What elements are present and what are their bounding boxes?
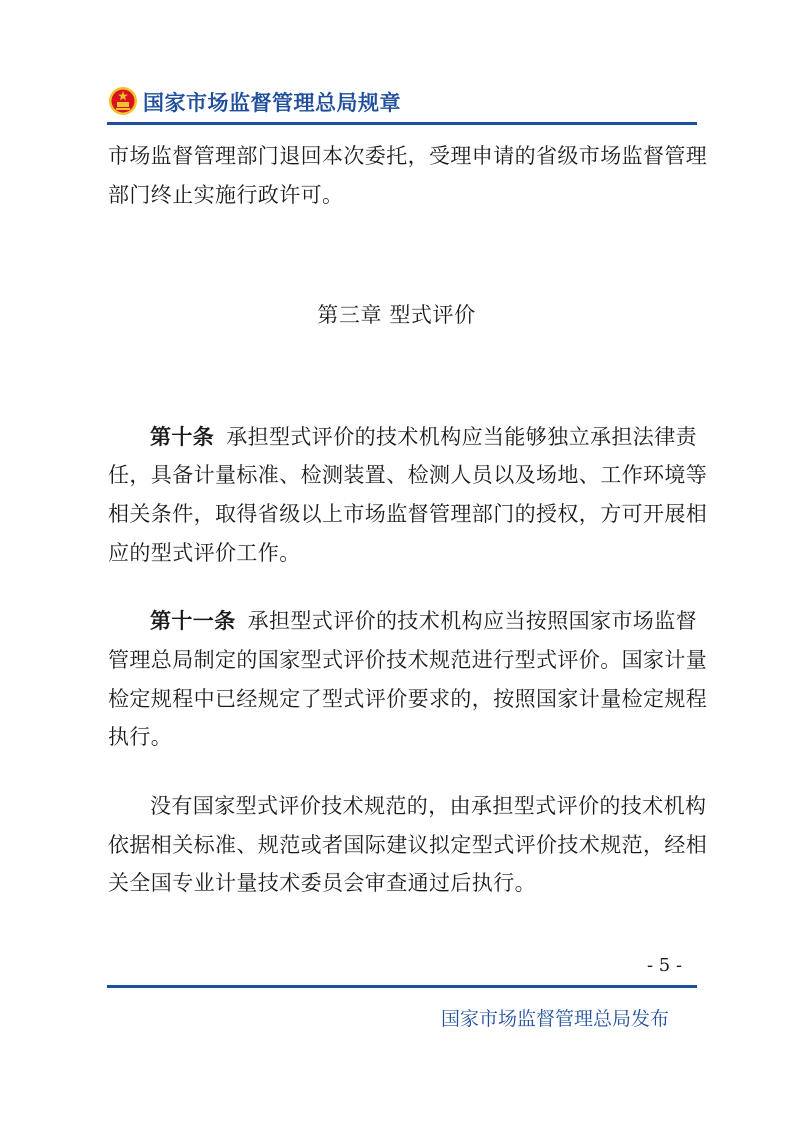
article-number: 第十条 xyxy=(150,425,215,449)
chapter-title: 第三章 型式评价 xyxy=(317,303,476,327)
footer-divider xyxy=(107,985,697,988)
page-header xyxy=(108,84,698,118)
article-10-line: 应的型式评价工作。 xyxy=(108,541,301,565)
article-11-line: 检定规程中已经规定了型式评价要求的，按照国家计量检定规程 xyxy=(108,687,708,711)
continuation-line: 部门终止实施行政许可。 xyxy=(108,183,344,207)
paragraph-line: 没有国家型式评价技术规范的，由承担型式评价的技术机构 xyxy=(150,794,707,818)
article-10-line: 相关条件，取得省级以上市场监督管理部门的授权，方可开展相 xyxy=(108,502,708,526)
page-number: - 5 - xyxy=(647,955,683,976)
article-number: 第十一条 xyxy=(150,609,236,633)
article-10-first-line xyxy=(150,422,736,452)
article-10-line: 任，具备计量标准、检测装置、检测人员以及场地、工作环境等 xyxy=(108,463,708,487)
article-11-line: 执行。 xyxy=(108,725,173,749)
article-text: 承担型式评价的技术机构应当能够独立承担法律责 xyxy=(226,425,698,449)
header-divider xyxy=(107,122,697,125)
continuation-line: 市场监督管理部门退回本次委托，受理申请的省级市场监督管理 xyxy=(108,144,708,168)
header-title: 国家市场监督管理总局规章 xyxy=(143,91,401,115)
paragraph-line: 依据相关标准、规范或者国际建议拟定型式评价技术规范，经相 xyxy=(108,833,708,857)
national-emblem-icon xyxy=(108,86,138,116)
footer-publisher: 国家市场监督管理总局发布 xyxy=(441,1008,670,1030)
article-text: 承担型式评价的技术机构应当按照国家市场监督 xyxy=(247,609,698,633)
paragraph-line: 关全国专业计量技术委员会审查通过后执行。 xyxy=(108,871,536,895)
article-11-first-line xyxy=(150,606,736,636)
article-11-line: 管理总局制定的国家型式评价技术规范进行型式评价。国家计量 xyxy=(108,648,708,672)
